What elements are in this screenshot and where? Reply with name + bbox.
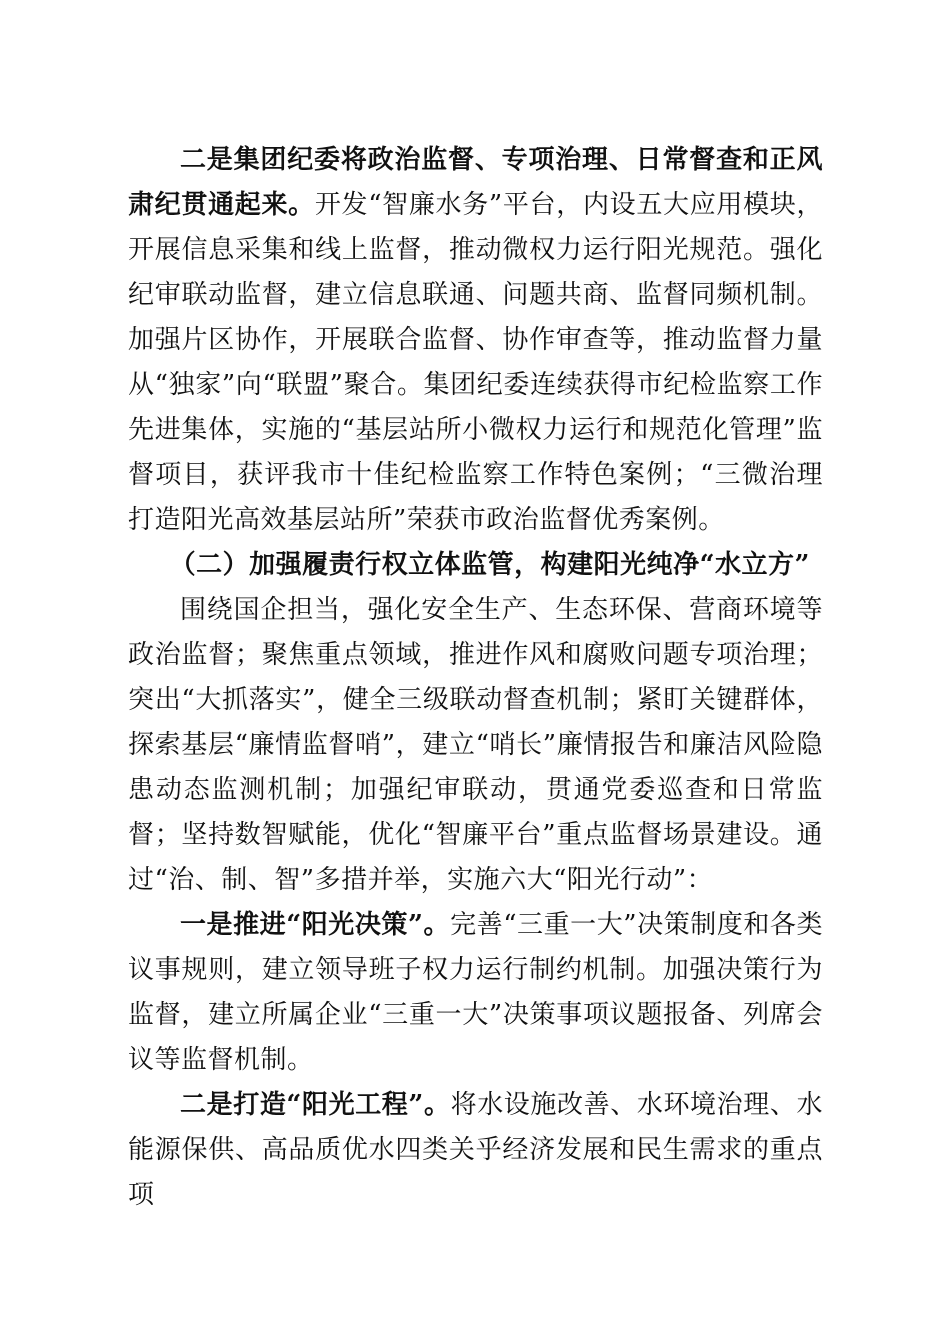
- paragraph-sunshine-decision: [128, 903, 823, 1083]
- paragraph-body: 将水设施改善、水环境治理、水能源保供、高品质优水四类关乎经济发展和民生需求的重点项: [128, 1090, 823, 1210]
- section-heading: （二）加强履责行权立体监管，构建阳光纯净“水立方”: [169, 550, 811, 580]
- paragraph-sunshine-project: [128, 1083, 823, 1218]
- document-page: [128, 138, 823, 1218]
- paragraph-lead: 一是推进“阳光决策”。: [180, 910, 451, 940]
- paragraph-body: 开发“智廉水务”平台，内设五大应用模块，开展信息采集和线上监督，推动微权力运行阳光规范。强化纪审联动监督，建立信息联通、问题共商、监督同频机制。加强片区协作，开展联合监督、协作审查等，推动监督力量从“独家”向“联盟”聚合。集团纪委连续获得市纪检监察工作先进集体，实施的“基层站所小微权力运行和规范化管理”监督项目，获评我市十佳纪检监察工作特色案例；“三微治理打造阳光高效基层站所”荣获市政治监督优秀案例。: [128, 190, 823, 535]
- paragraph-body: 完善“三重一大”决策制度和各类议事规则，建立领导班子权力运行制约机制。加强决策行为监督，建立所属企业“三重一大”决策事项议题报备、列席会议等监督机制。: [128, 910, 823, 1075]
- paragraph-discipline-integration: [128, 138, 823, 543]
- paragraph-lead: 二是打造“阳光工程”。: [180, 1090, 451, 1120]
- paragraph-lead: 二是集团纪委将政治监督、专项治理、日常督查和正风肃纪贯通起来。: [128, 145, 823, 220]
- paragraph-supervision-overview: 围绕国企担当，强化安全生产、生态环保、营商环境等政治监督；聚焦重点领域，推进作风和腐败问题专项治理；突出“大抓落实”，健全三级联动督查机制；紧盯关键群体，探索基层“廉情监督哨”，建立“哨长”廉情报告和廉洁风险隐患动态监测机制；加强纪审联动，贯通党委巡查和日常监督；坚持数智赋能，优化“智廉平台”重点监督场景建设。通过“治、制、智”多措并举，实施六大“阳光行动”：: [128, 595, 823, 895]
